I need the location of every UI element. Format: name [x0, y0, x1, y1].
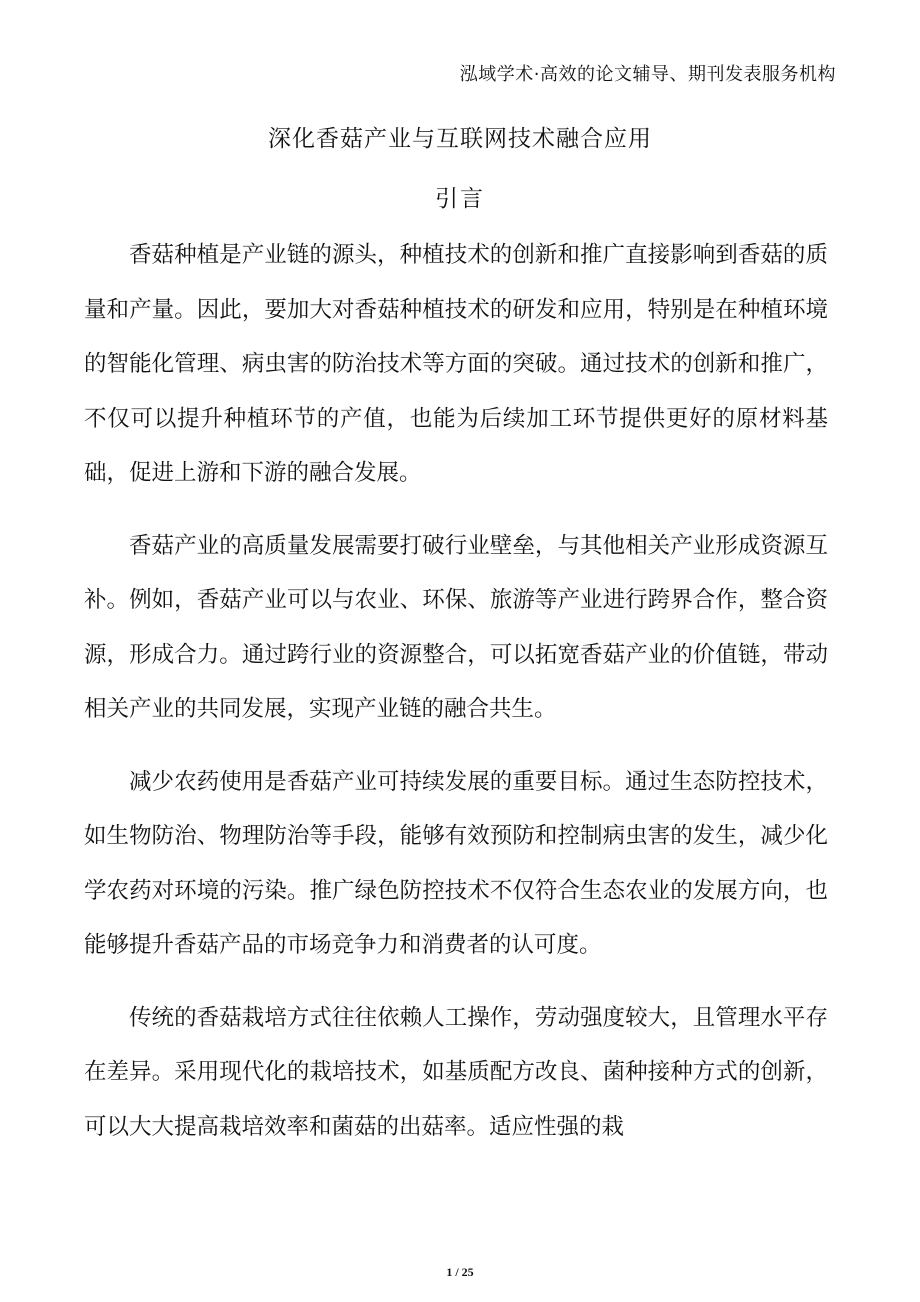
paragraph: 传统的香菇栽培方式往往依赖人工操作，劳动强度较大，且管理水平存在差异。采用现代化的栽培技术，如基质配方改良、菌种接种方式的创新，可以大大提高栽培效率和菌菇的出菇率。适应性强的栽	[84, 1004, 828, 1140]
paragraph: 香菇产业的高质量发展需要打破行业壁垒，与其他相关产业形成资源互补。例如，香菇产业可以与农业、环保、旅游等产业进行跨界合作，整合资源，形成合力。通过跨行业的资源整合，可以拓宽香菇产业的价值链，带动相关产业的共同发展，实现产业链的融合共生。	[84, 532, 828, 722]
document-body	[84, 228, 828, 1172]
section-heading: 引言	[435, 186, 485, 212]
document-title: 深化香菇产业与互联网技术融合应用	[268, 126, 652, 152]
paragraph: 减少农药使用是香菇产业可持续发展的重要目标。通过生态防控技术，如生物防治、物理防治等手段，能够有效预防和控制病虫害的发生，减少化学农药对环境的污染。推广绿色防控技术不仅符合生态农业的发展方向，也能够提升香菇产品的市场竞争力和消费者的认可度。	[84, 768, 828, 958]
page-header: 泓域学术·高效的论文辅导、期刊发表服务机构	[459, 64, 836, 85]
paragraph: 香菇种植是产业链的源头，种植技术的创新和推广直接影响到香菇的质量和产量。因此，要加大对香菇种植技术的研发和应用，特别是在种植环境的智能化管理、病虫害的防治技术等方面的突破。通过技术的创新和推广，不仅可以提升种植环节的产值，也能为后续加工环节提供更好的原材料基础，促进上游和下游的融合发展。	[84, 242, 828, 486]
page-number: 1 / 25	[446, 1265, 474, 1279]
